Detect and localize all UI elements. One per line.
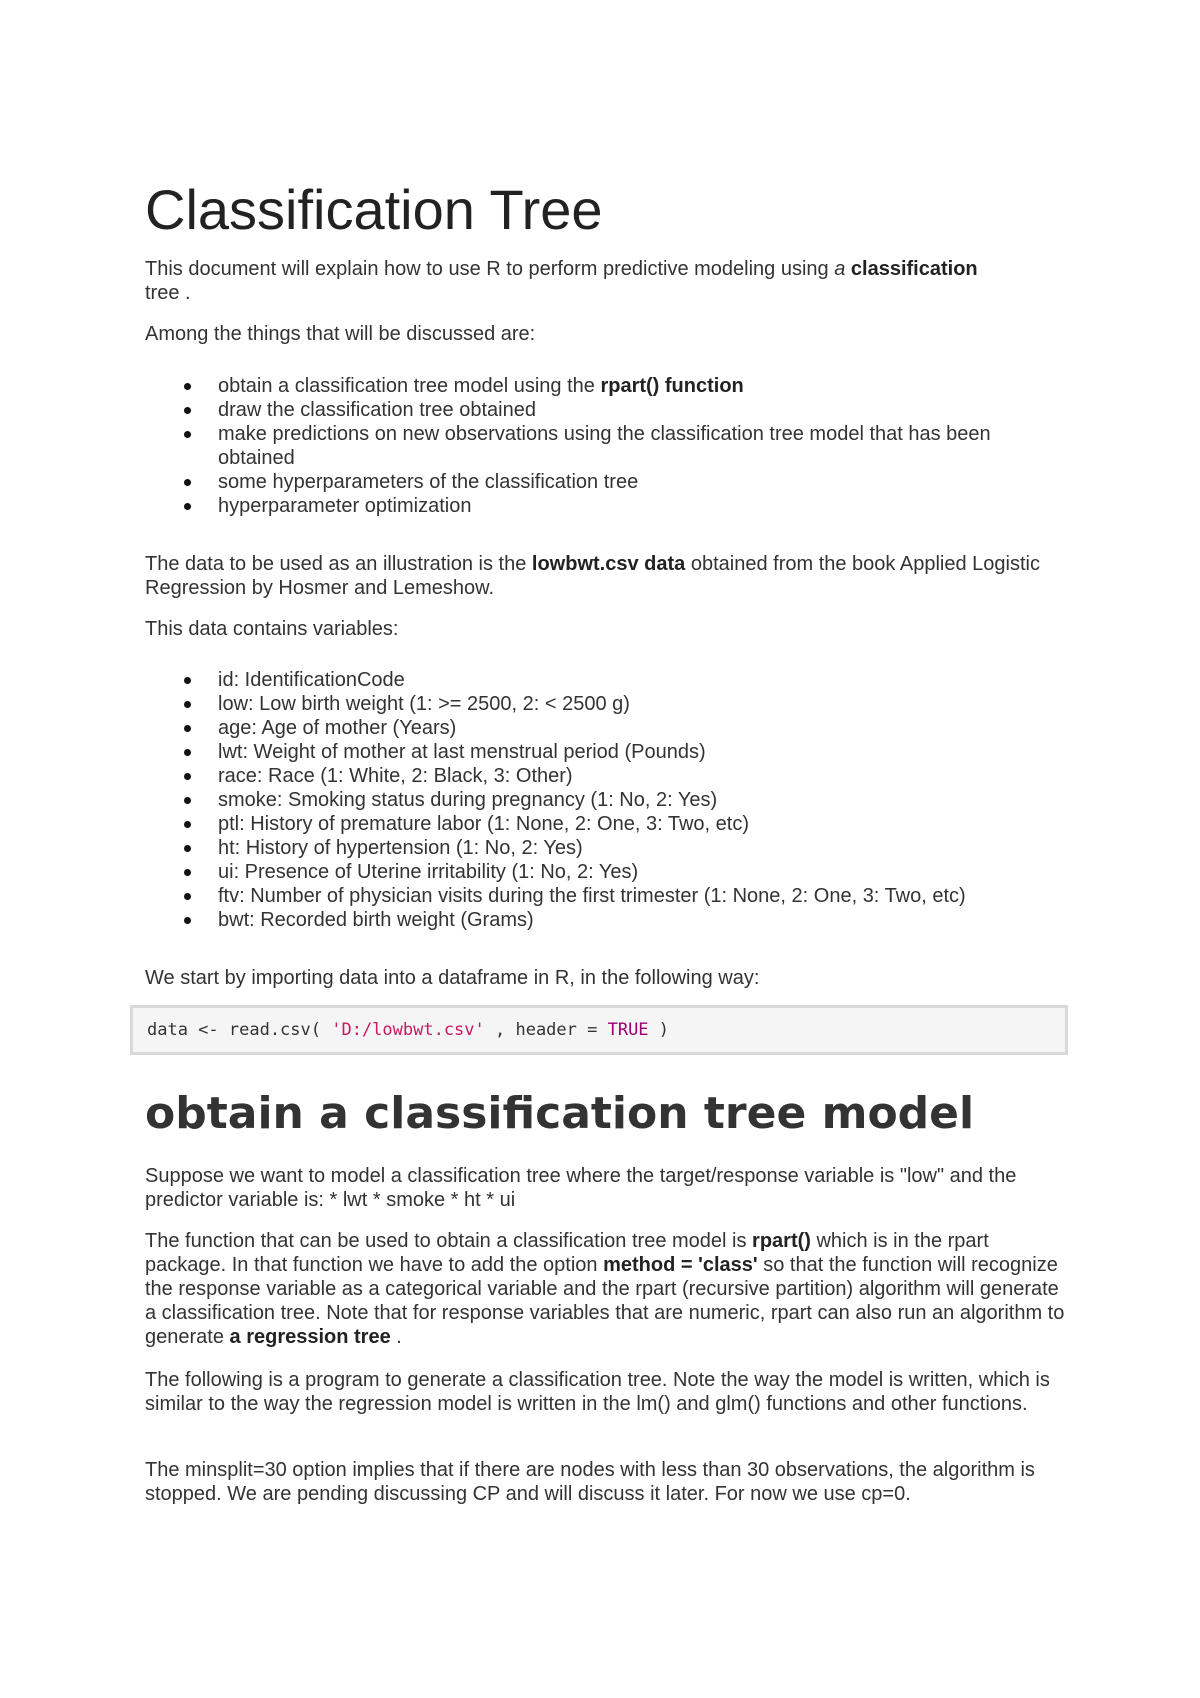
dataset-name: lowbwt.csv data: [531, 553, 686, 575]
list-item: hyperparameter optimization: [145, 494, 1045, 518]
list-item: obtain a classification tree model using the rpart() function: [145, 374, 1045, 398]
intro-paragraph: [145, 257, 1065, 305]
list-item: make predictions on new observations using the classification tree model that has been obtained: [145, 422, 1045, 470]
code-keyword: TRUE: [607, 1020, 649, 1040]
paragraph-program: The following is a program to generate a classification tree. Note the way the model is written, which is similar to the way the regression model is written in the lm() and glm() functions and other functions.: [145, 1369, 1050, 1415]
topics-list: [145, 374, 1045, 518]
intro-bold: classification: [850, 258, 978, 280]
paragraph-minsplit: The minsplit=30 option implies that if there are nodes with less than 30 observations, the algorithm is stopped. We are pending discussing CP and will discuss it later. For now we use cp=0.: [145, 1459, 1035, 1505]
discussed-lead: Among the things that will be discussed are:: [145, 323, 536, 345]
intro-emphasis: a: [834, 258, 846, 280]
import-lead: We start by importing data into a dataframe in R, in the following way:: [145, 967, 760, 989]
list-item: bwt: Recorded birth weight (Grams): [145, 908, 1045, 932]
list-item: ftv: Number of physician visits during the first trimester (1: None, 2: One, 3: Two, etc): [145, 884, 1045, 908]
intro-text: This document will explain how to use R to perform predictive modeling using: [145, 258, 835, 280]
code-string: 'D:/lowbwt.csv': [331, 1020, 485, 1040]
list-item: low: Low birth weight (1: >= 2500, 2: < 2500 g): [145, 692, 1045, 716]
paragraph-rpart: The function that can be used to obtain a classification tree model is rpart() which is in the rpart package. In that function we have to add the option method = 'class' so that the function will recognize the response variable as a categorical variable and the rpart (recursive partition) algorithm will generate a classification tree. Note that for response variables that are numeric, rpart can also run an algorithm to generate a regression tree .: [145, 1230, 1065, 1348]
data-paragraph: The data to be used as an illustration is the lowbwt.csv data obtained from the book Applied Logistic Regression by Hosmer and Lemeshow.: [145, 553, 1040, 599]
section-heading: obtain a classification tree model: [145, 1088, 975, 1139]
variables-list: [145, 668, 1045, 932]
list-item: ui: Presence of Uterine irritability (1: No, 2: Yes): [145, 860, 1045, 884]
page-title: Classification Tree: [145, 178, 603, 241]
list-item: age: Age of mother (Years): [145, 716, 1045, 740]
paragraph-target: Suppose we want to model a classification tree where the target/response variable is "low" and the predictor variable is: * lwt * smoke * ht * ui: [145, 1165, 1017, 1211]
variables-lead: This data contains variables:: [145, 618, 399, 640]
code-block: data <- read.csv( 'D:/lowbwt.csv' , header = TRUE ): [130, 1005, 1068, 1055]
list-item: smoke: Smoking status during pregnancy (1: No, 2: Yes): [145, 788, 1045, 812]
list-item: race: Race (1: White, 2: Black, 3: Other): [145, 764, 1045, 788]
list-item: draw the classification tree obtained: [145, 398, 1045, 422]
list-item: id: IdentificationCode: [145, 668, 1045, 692]
list-item: ht: History of hypertension (1: No, 2: Yes): [145, 836, 1045, 860]
list-item: lwt: Weight of mother at last menstrual period (Pounds): [145, 740, 1045, 764]
list-item: some hyperparameters of the classification tree: [145, 470, 1045, 494]
list-item: ptl: History of premature labor (1: None, 2: One, 3: Two, etc): [145, 812, 1045, 836]
intro-tail: tree .: [145, 282, 191, 304]
